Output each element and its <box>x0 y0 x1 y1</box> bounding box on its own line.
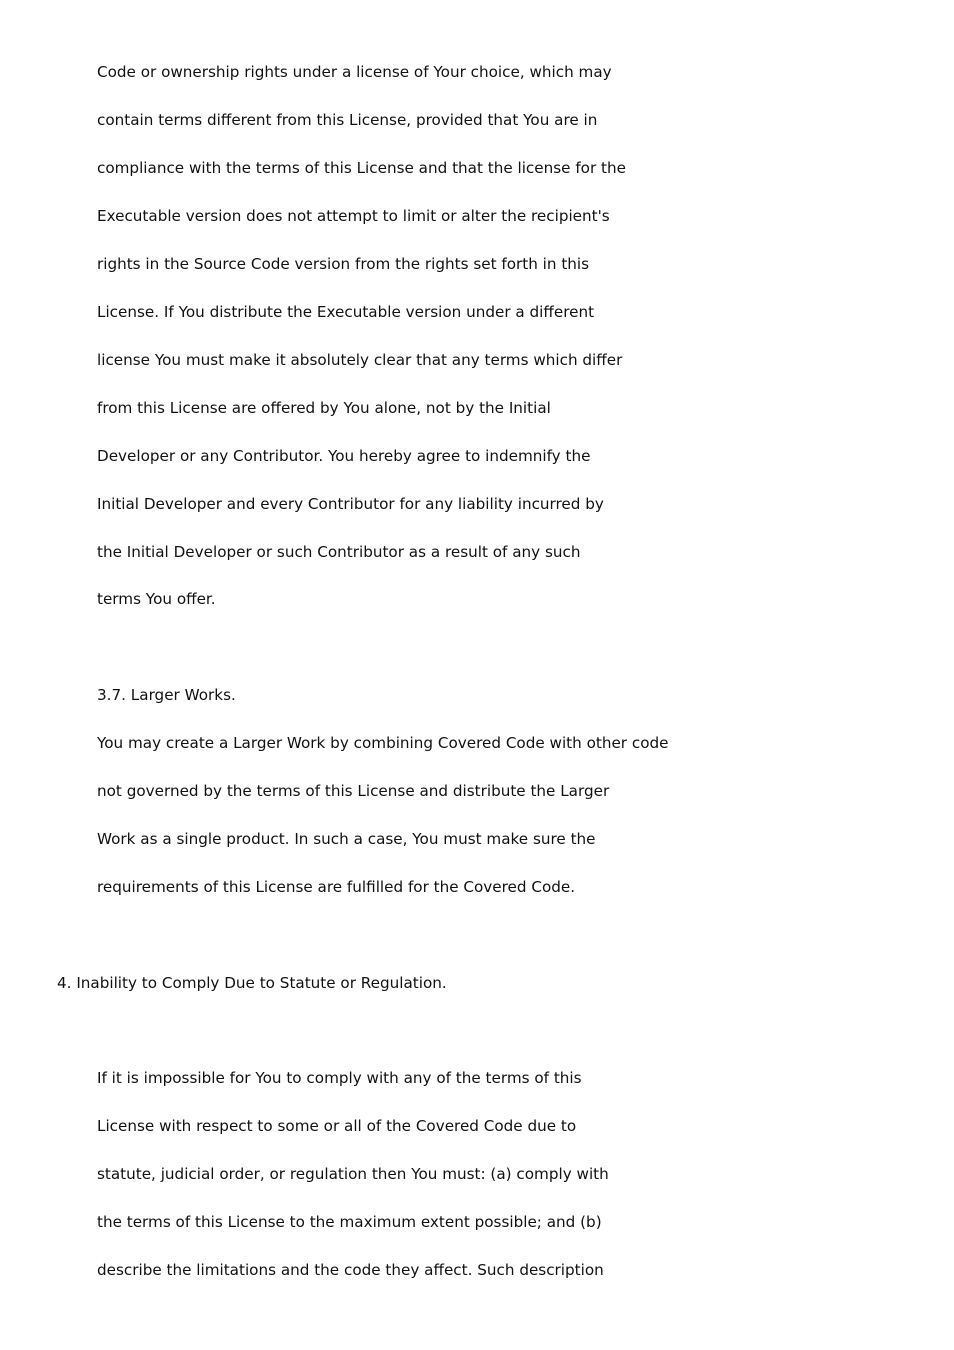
para3-line: the terms of this License to the maximum extent possible; and (b) <box>97 1213 602 1231</box>
para2-line: requirements of this License are fulfilled for the Covered Code. <box>97 878 576 896</box>
para3-line: License with respect to some or all of the Covered Code due to <box>97 1117 577 1135</box>
para2-line: You may create a Larger Work by combining Covered Code with other code <box>97 734 669 752</box>
section-3-7-heading: 3.7. Larger Works. <box>97 686 236 704</box>
para1-line: terms You offer. <box>97 590 216 608</box>
para1-line: Initial Developer and every Contributor for any liability incurred by <box>97 495 604 513</box>
para3-line: statute, judicial order, or regulation then You must: (a) comply with <box>97 1165 609 1183</box>
para1-line: the Initial Developer or such Contributor as a result of any such <box>97 543 581 561</box>
para1-line: compliance with the terms of this License and that the license for the <box>97 159 626 177</box>
para1-line: Developer or any Contributor. You hereby agree to indemnify the <box>97 447 591 465</box>
para1-line: contain terms different from this License, provided that You are in <box>97 111 598 129</box>
para1-line: Code or ownership rights under a license of Your choice, which may <box>97 63 612 81</box>
para3-line: If it is impossible for You to comply with any of the terms of this <box>97 1069 582 1087</box>
section-4-heading: 4. Inability to Comply Due to Statute or Regulation. <box>57 974 447 992</box>
para1-line: Executable version does not attempt to limit or alter the recipient's <box>97 207 610 225</box>
para1-line: from this License are offered by You alone, not by the Initial <box>97 399 551 417</box>
para1-line: rights in the Source Code version from the rights set forth in this <box>97 255 590 273</box>
para1-line: License. If You distribute the Executable version under a different <box>97 303 595 321</box>
para2-line: not governed by the terms of this License and distribute the Larger <box>97 782 610 800</box>
para1-line: license You must make it absolutely clear that any terms which differ <box>97 351 623 369</box>
para2-line: Work as a single product. In such a case, You must make sure the <box>97 830 596 848</box>
para3-line: describe the limitations and the code they affect. Such description <box>97 1261 604 1279</box>
